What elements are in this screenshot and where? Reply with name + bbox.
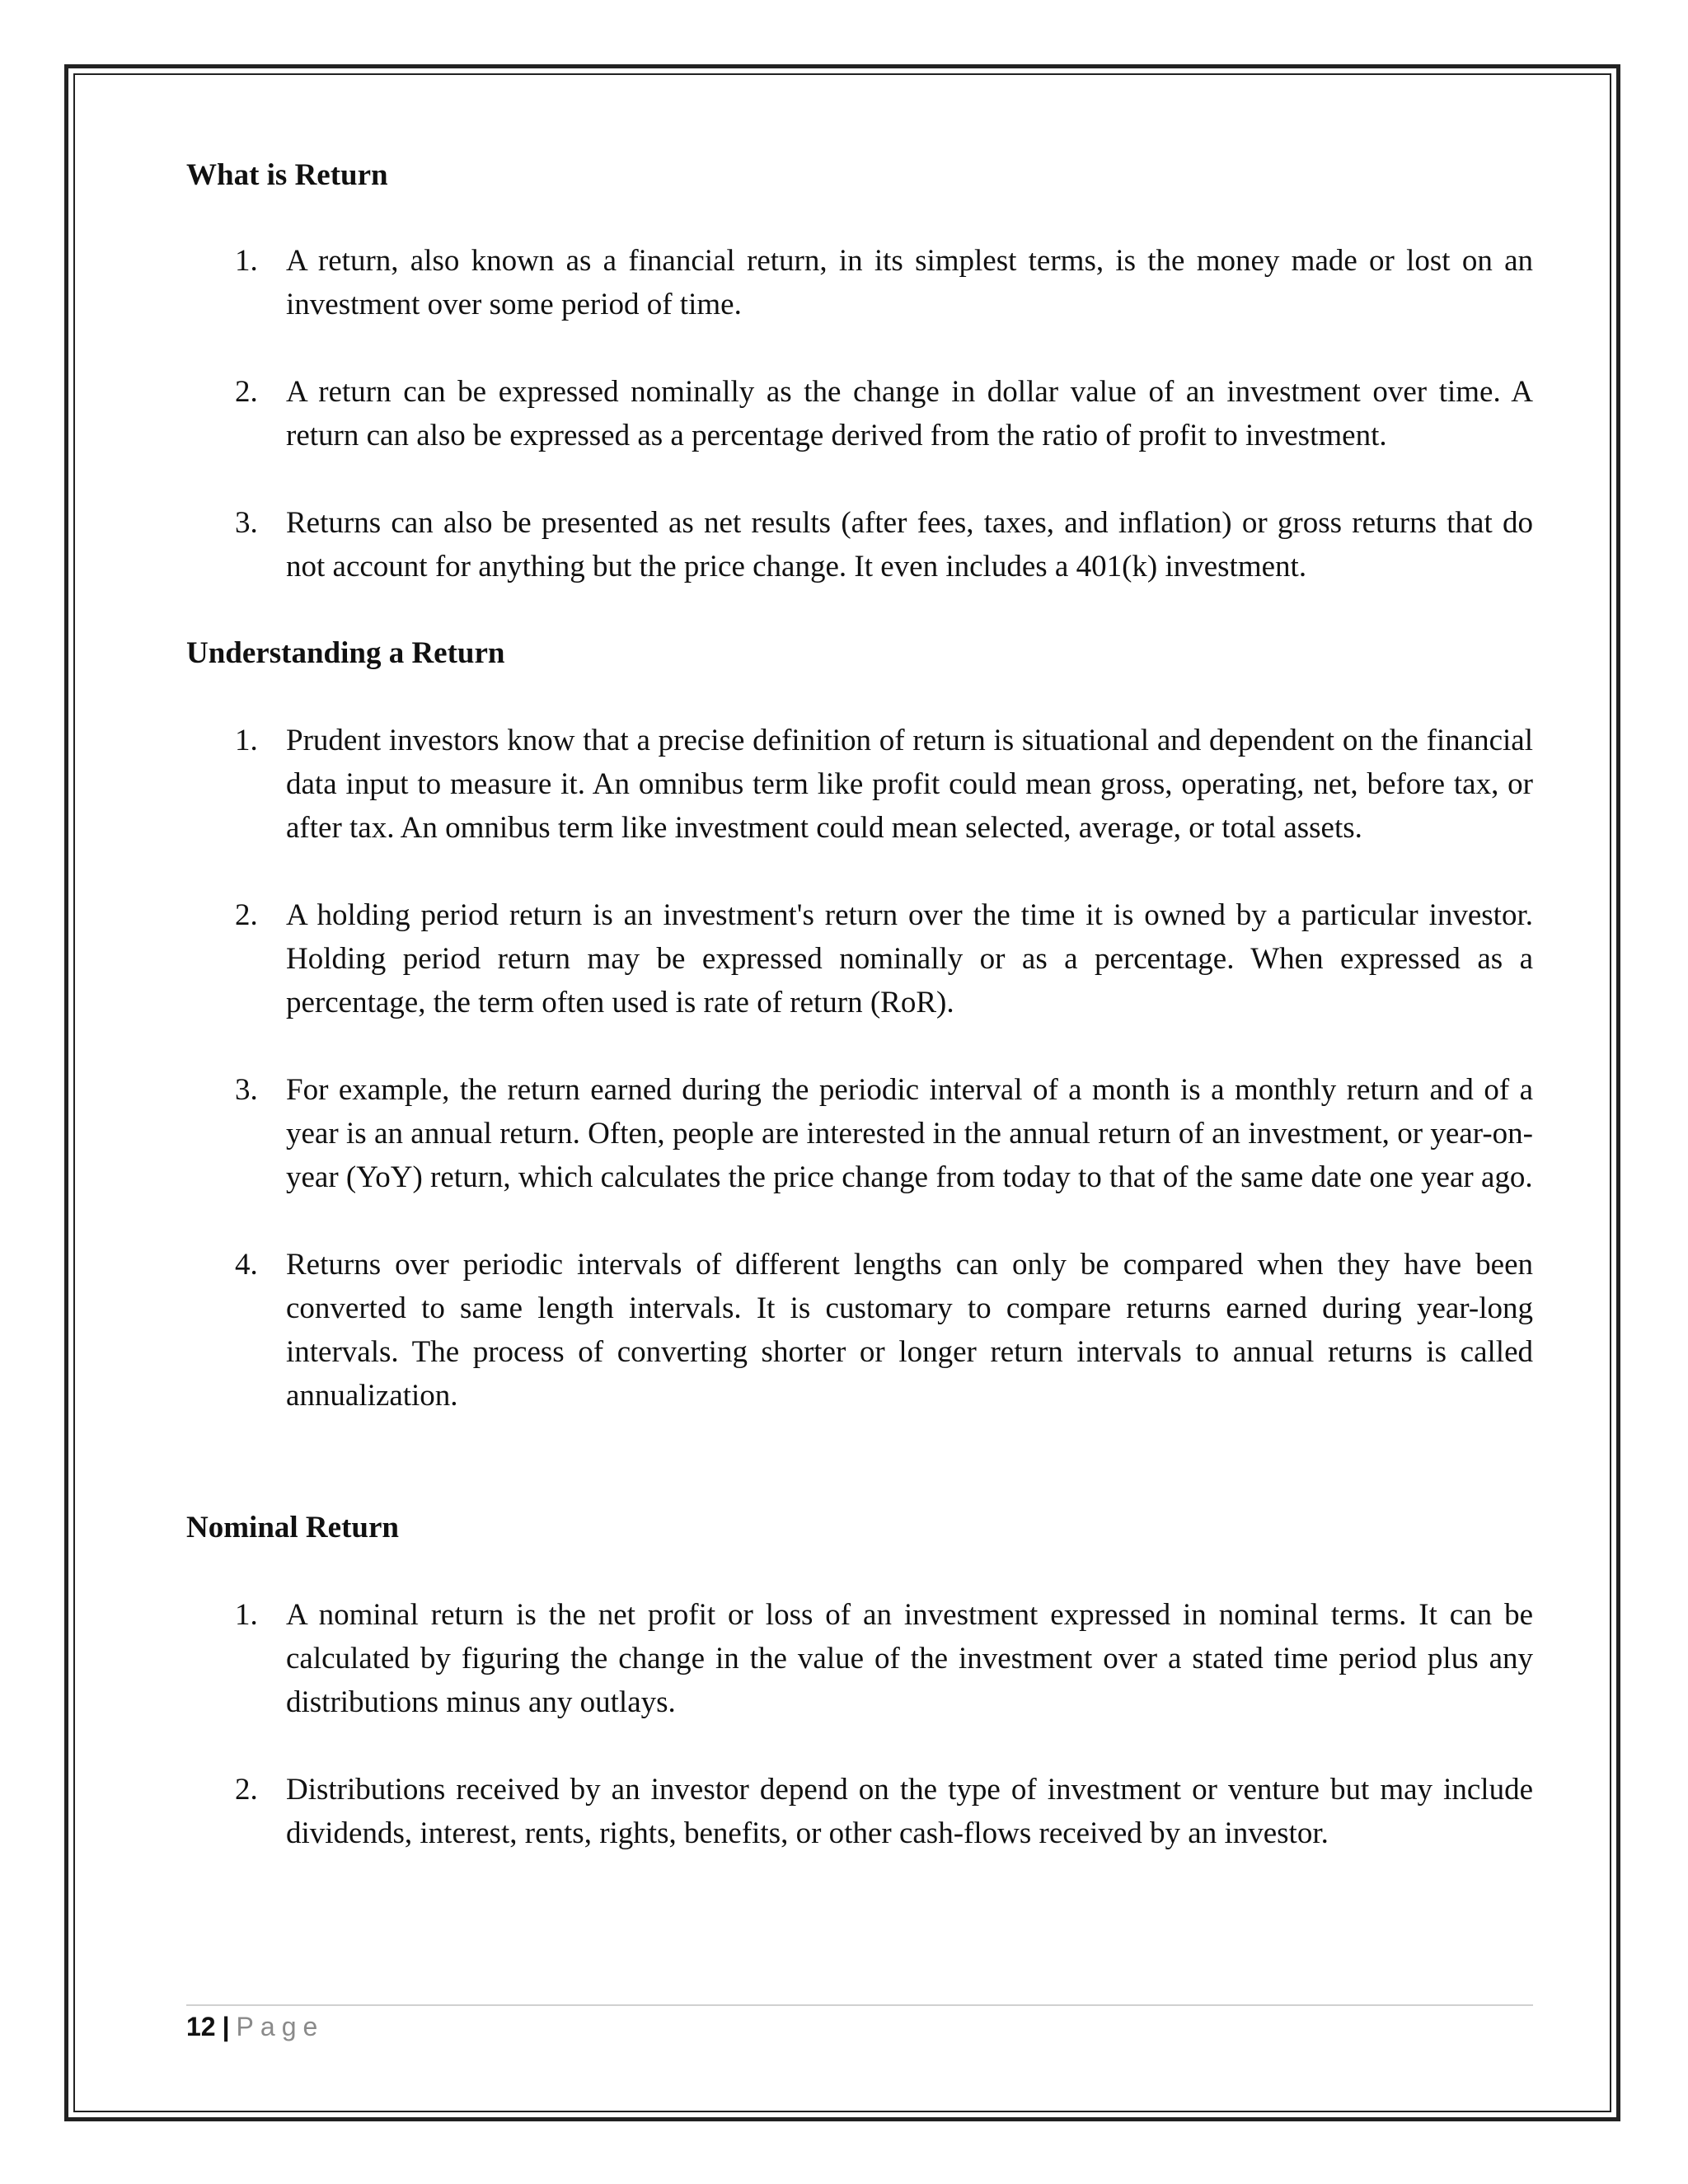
list-item-number: 2. <box>235 1773 258 1807</box>
list-item-text: A return, also known as a financial return, in its simplest terms, is the money made or lost on an investment over some period of time. <box>286 244 1533 321</box>
list-item-number: 2. <box>235 375 258 409</box>
section-heading-nominal-return: Nominal Return <box>186 1511 399 1544</box>
page-footer <box>186 2009 324 2044</box>
list-item <box>186 1593 1533 1724</box>
section-heading-understanding-a-return: Understanding a Return <box>186 636 505 670</box>
list-item-number: 3. <box>235 506 258 540</box>
list-item-text: Returns over periodic intervals of different lengths can only be compared when they have been converted to same length intervals. It is customary to compare returns earned during year-long intervals. The process of converting shorter or longer return intervals to annual returns is called annualization. <box>286 1248 1533 1413</box>
list-item-text: A holding period return is an investment's return over the time it is owned by a particular investor. Holding period return may be expressed nominally or as a percentage. When expressed as a percentage, the term often used is rate of return (RoR). <box>286 898 1533 1019</box>
document-body <box>186 152 1533 1855</box>
list-item-text: Distributions received by an investor depend on the type of investment or venture but may include dividends, interest, rents, rights, benefits, or other cash-flows received by an investor. <box>286 1773 1533 1850</box>
list-item-text: Returns can also be presented as net results (after fees, taxes, and inflation) or gross returns that do not account for anything but the price change. It even includes a 401(k) investment. <box>286 506 1533 583</box>
page-number: 12 <box>186 2012 216 2041</box>
page-separator: | <box>222 2012 230 2041</box>
section-heading-what-is-return: What is Return <box>186 158 388 192</box>
list-item-number: 1. <box>235 1598 258 1632</box>
list-item <box>186 893 1533 1024</box>
list-item <box>186 370 1533 457</box>
list-item-number: 2. <box>235 898 258 932</box>
list-understanding-a-return <box>186 719 1533 1418</box>
list-item-text: Prudent investors know that a precise definition of return is situational and dependent on the financial data input to measure it. An omnibus term like profit could mean gross, operating, net, before tax, or after tax. An omnibus term like investment could mean selected, average, or total assets. <box>286 724 1533 845</box>
list-item <box>186 719 1533 850</box>
list-item-text: A return can be expressed nominally as the change in dollar value of an investment over time. A return can also be expressed as a percentage derived from the ratio of profit to investment. <box>286 375 1533 452</box>
list-item <box>186 1768 1533 1855</box>
footer-divider <box>186 2004 1533 2006</box>
list-item <box>186 1243 1533 1418</box>
list-item-number: 3. <box>235 1073 258 1107</box>
list-item-text: For example, the return earned during the periodic interval of a month is a monthly return and of a year is an annual return. Often, people are interested in the annual return of an investment, or year-on-year (YoY) return, which calculates the price change from today to that of the same date one year ago. <box>286 1073 1533 1194</box>
list-item <box>186 501 1533 588</box>
list-item <box>186 239 1533 326</box>
list-item-text: A nominal return is the net profit or loss of an investment expressed in nominal terms. It can be calculated by figuring the change in the value of the investment over a stated time period plus any distributions minus any outlays. <box>286 1598 1533 1719</box>
list-what-is-return <box>186 239 1533 588</box>
list-item-number: 4. <box>235 1248 258 1282</box>
list-item <box>186 1068 1533 1199</box>
page-label: Page <box>236 2012 325 2041</box>
list-item-number: 1. <box>235 244 258 278</box>
list-nominal-return <box>186 1593 1533 1855</box>
list-item-number: 1. <box>235 724 258 757</box>
